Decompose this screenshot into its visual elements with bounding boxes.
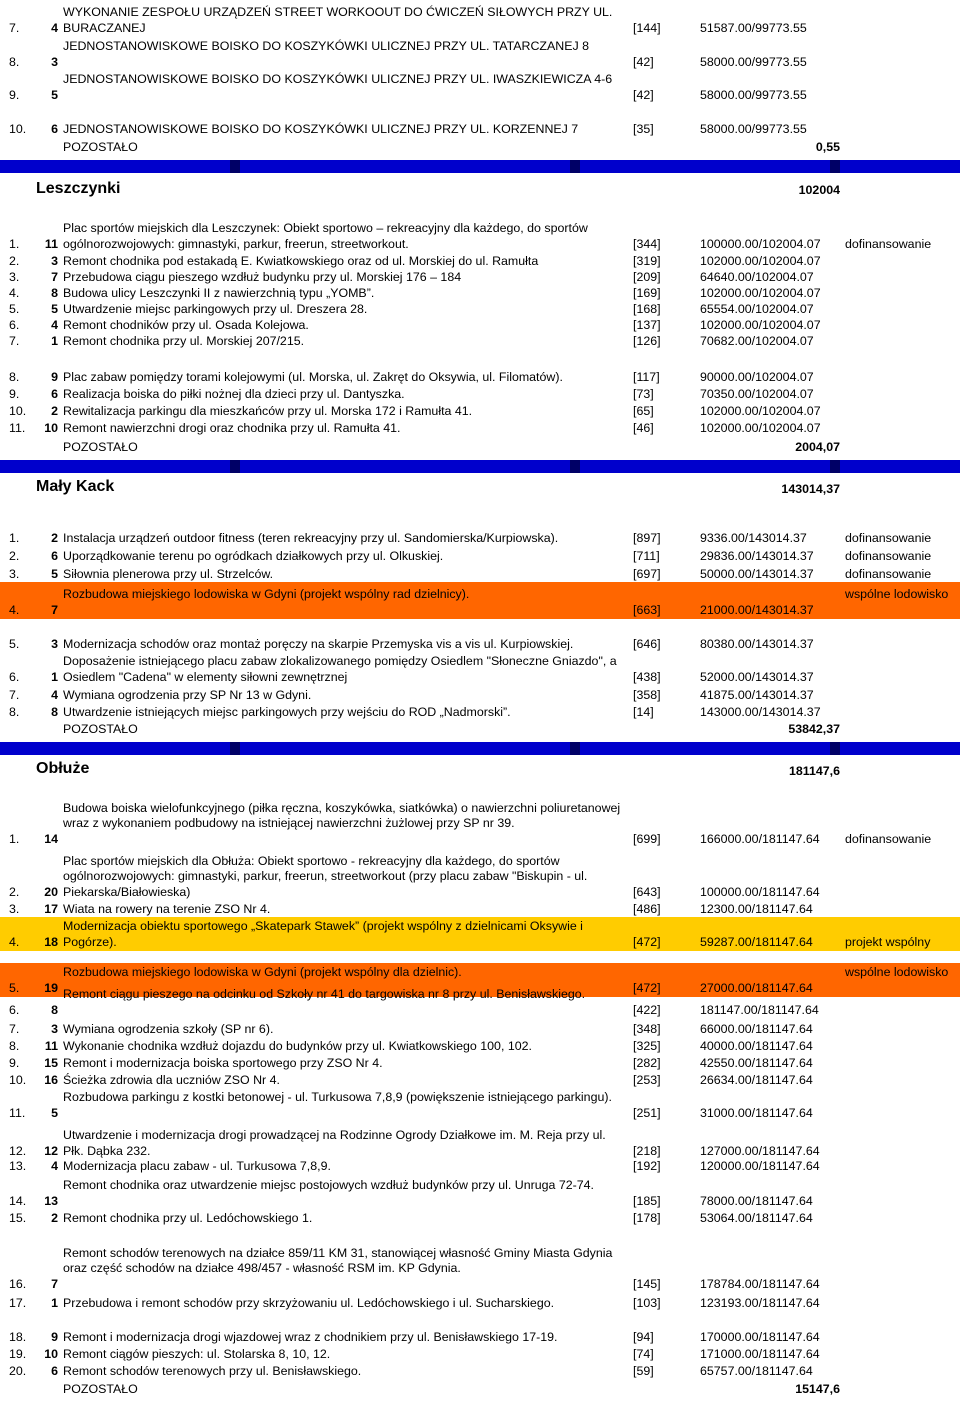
row-project-id: 4 (51, 687, 58, 702)
project-row (0, 1295, 960, 1311)
project-row (0, 919, 960, 950)
row-description: Budowa ulicy Leszczynki II z nawierzchnią typu „YOMB”. (63, 285, 375, 300)
section-divider-segment (240, 160, 570, 173)
section-divider-segment (840, 460, 960, 473)
project-row (0, 386, 960, 402)
row-project-id: 14 (44, 831, 58, 846)
row-amount: 65757.00/181147.64 (700, 1363, 813, 1378)
project-row (0, 1158, 960, 1174)
row-note: dofinansowanie (845, 566, 932, 581)
row-amount: 78000.00/181147.64 (700, 1193, 813, 1208)
row-description: Remont chodników przy ul. Osada Kolejowa. (63, 317, 309, 332)
remaining-label: POZOSTAŁO (63, 1382, 138, 1396)
row-lp: 15. (9, 1210, 27, 1225)
row-project-id: 9 (51, 1329, 58, 1344)
row-votes: [192] (633, 1158, 661, 1173)
row-description: Przebudowa i remont schodów przy skrzyżowaniu ul. Ledóchowskiego i ul. Sucharskiego. (63, 1295, 555, 1310)
row-project-id: 4 (51, 1158, 58, 1173)
row-description: Remont chodnika przy ul. Ledóchowskiego 1. (63, 1210, 313, 1225)
row-note: dofinansowanie (845, 530, 932, 545)
intro-row (0, 72, 960, 103)
row-lp: 5. (9, 301, 20, 316)
row-amount: 65554.00/102004.07 (700, 301, 814, 316)
row-lp: 10. (9, 1072, 27, 1087)
row-description: Remont chodnika oraz utwardzenie miejsc postojowych wzdłuż budynków przy ul. Unruga 72-74. (63, 1178, 594, 1192)
district-budget: 143014,37 (781, 482, 840, 496)
row-project-id: 18 (44, 934, 58, 949)
project-row (0, 530, 960, 546)
row-description: Utwardzenie i modernizacja drogi prowadzącej na Rodzinne Ogrody Działkowe im. M. Reja przy ul. Płk. Dąbka 232. (63, 1128, 606, 1158)
row-lp: 2. (9, 253, 20, 268)
row-project-id: 19 (44, 980, 58, 995)
row-description: Uporządkowanie terenu po ogródkach działkowych przy ul. Olkuskiej. (63, 548, 444, 563)
row-project-id: 2 (51, 1210, 58, 1225)
row-description: Utwardzenie miejsc parkingowych przy ul. Dreszera 28. (63, 301, 368, 316)
row-lp: 9. (9, 386, 20, 401)
row-votes: [169] (633, 285, 661, 300)
project-row (0, 285, 960, 301)
project-row (0, 1245, 960, 1292)
row-lp: 4. (9, 285, 20, 300)
row-description: Realizacja boiska do piłki nożnej dla dzieci przy ul. Dantyszka. (63, 386, 405, 401)
row-note: wspólne lodowisko (845, 965, 949, 979)
row-description: Utwardzenie istniejących miejsc parkingowych przy wejściu do ROD „Nadmorski”. (63, 704, 511, 719)
section-divider-segment (0, 460, 230, 473)
row-amount: 59287.00/181147.64 (700, 934, 813, 949)
row-votes: [663] (633, 602, 661, 617)
row-description: Remont chodnika pod estakadą E. Kwiatkowskiego oraz od ul. Morskiej do ul. Ramułta (63, 253, 539, 268)
row-lp: 5. (9, 636, 20, 651)
row-description: Remont i modernizacja drogi wjazdowej wraz z chodnikiem przy ul. Benisławskiego 17-19. (63, 1329, 558, 1344)
row-project-id: 5 (51, 87, 58, 102)
row-votes: [711] (633, 548, 660, 563)
row-amount: 100000.00/181147.64 (700, 884, 820, 899)
project-row (0, 1126, 960, 1159)
row-votes: [348] (633, 1021, 661, 1036)
row-amount: 53064.00/181147.64 (700, 1210, 813, 1225)
project-row (0, 1055, 960, 1071)
project-row (0, 548, 960, 564)
row-lp: 14. (9, 1193, 27, 1208)
row-votes: [59] (633, 1363, 654, 1378)
remaining-label: POZOSTAŁO (63, 140, 138, 154)
row-amount: 127000.00/181147.64 (700, 1143, 820, 1158)
row-project-id: 6 (51, 121, 58, 136)
row-votes: [73] (633, 386, 654, 401)
project-row (0, 853, 960, 900)
row-description: Modernizacja placu zabaw - ul. Turkusowa 7,8,9. (63, 1158, 331, 1173)
row-lp: 9. (9, 1055, 20, 1070)
row-lp: 2. (9, 884, 20, 899)
row-lp: 7. (9, 333, 20, 348)
row-project-id: 8 (51, 285, 58, 300)
row-amount: 26634.00/181147.64 (700, 1072, 813, 1087)
row-votes: [103] (633, 1295, 661, 1310)
row-project-id: 5 (51, 566, 58, 581)
row-project-id: 11 (44, 236, 58, 251)
section-divider-segment (840, 160, 960, 173)
project-row (0, 1176, 960, 1209)
row-description: Plac sportów miejskich dla Leszczynek: Obiekt sportowo – rekreacyjny dla każdego, do sportów ogólnorozwojowych: gimnastyki, parkur, freerun, streetworkout. (63, 221, 588, 251)
row-amount: 70682.00/102004.07 (700, 333, 814, 348)
section-divider-segment (0, 742, 230, 755)
row-description: Remont chodnika przy ul. Morskiej 207/215. (63, 333, 305, 348)
intro-row (0, 5, 960, 36)
project-row (0, 1038, 960, 1054)
row-project-id: 6 (51, 1363, 58, 1378)
project-row (0, 687, 960, 703)
row-amount: 50000.00/143014.37 (700, 566, 814, 581)
row-votes: [325] (633, 1038, 661, 1053)
row-amount: 27000.00/181147.64 (700, 980, 813, 995)
row-project-id: 4 (51, 20, 58, 35)
row-amount: 90000.00/102004.07 (700, 369, 814, 384)
row-amount: 51587.00/99773.55 (700, 20, 807, 35)
row-lp: 2. (9, 548, 20, 563)
row-project-id: 3 (51, 54, 58, 69)
project-row (0, 1329, 960, 1345)
row-lp: 16. (9, 1276, 27, 1291)
row-amount: 100000.00/102004.07 (700, 236, 821, 251)
row-votes: [344] (633, 236, 661, 251)
row-votes: [253] (633, 1072, 661, 1087)
project-row (0, 269, 960, 285)
project-row (0, 987, 960, 1018)
row-project-id: 1 (51, 669, 58, 684)
row-description: Doposażenie istniejącego placu zabaw zlokalizowanego pomiędzy Osiedlem "Słoneczne Gniazdo", a Osiedlem "Cadena" w elementy siłowni zewnętrznej (63, 654, 617, 684)
row-project-id: 3 (51, 253, 58, 268)
row-amount: 102000.00/102004.07 (700, 317, 821, 332)
row-votes: [42] (633, 54, 654, 69)
row-votes: [699] (633, 831, 661, 846)
row-project-id: 7 (51, 1276, 58, 1291)
section-divider-segment (240, 742, 570, 755)
row-description: Rewitalizacja parkingu dla mieszkańców przy ul. Morska 172 i Ramułta 41. (63, 403, 473, 418)
row-votes: [646] (633, 636, 661, 651)
row-lp: 20. (9, 1363, 27, 1378)
row-description: JEDNOSTANOWISKOWE BOISKO DO KOSZYKÓWKI ULICZNEJ PRZY UL. IWASZKIEWICZA 4-6 (63, 72, 613, 86)
row-description: JEDNOSTANOWISKOWE BOISKO DO KOSZYKÓWKI ULICZNEJ PRZY UL. KORZENNEJ 7 (63, 121, 579, 136)
district-name: Leszczynki (36, 180, 121, 197)
row-amount: 102000.00/102004.07 (700, 253, 821, 268)
project-row (0, 333, 960, 349)
row-description: Remont nawierzchni drogi oraz chodnika przy ul. Ramułta 41. (63, 420, 401, 435)
row-lp: 18. (9, 1329, 27, 1344)
row-amount: 9336.00/143014.37 (700, 530, 807, 545)
section-divider-segment (580, 160, 830, 173)
row-lp: 8. (9, 369, 20, 384)
intro-row (0, 120, 960, 137)
row-amount: 171000.00/181147.64 (700, 1346, 820, 1361)
row-project-id: 4 (51, 317, 58, 332)
project-row (0, 800, 960, 847)
row-votes: [42] (633, 87, 654, 102)
row-amount: 178784.00/181147.64 (700, 1276, 820, 1291)
row-votes: [14] (633, 704, 654, 719)
row-description: Siłownia plenerowa przy ul. Strzelców. (63, 566, 274, 581)
section-divider-segment (580, 742, 830, 755)
row-amount: 12300.00/181147.64 (700, 901, 813, 916)
row-lp: 1. (9, 236, 20, 251)
row-votes: [94] (633, 1329, 654, 1344)
row-description: Plac sportów miejskich dla Obłuża: Obiekt sportowo - rekreacyjny dla każdego, do sportów ogólnorozwojowych: gimnastyki, parkur, freerun, streetworkout (przy placu zabaw "Biskupin - ul. Piekarska/Białowieska) (63, 853, 588, 899)
row-project-id: 20 (44, 884, 58, 899)
project-row (0, 301, 960, 317)
project-row (0, 584, 960, 618)
row-note: dofinansowanie (845, 236, 932, 251)
row-votes: [643] (633, 884, 661, 899)
intro-row (0, 39, 960, 70)
remaining-value: 15147,6 (795, 1382, 840, 1396)
row-lp: 7. (9, 1021, 20, 1036)
remaining-value: 53842,37 (788, 722, 840, 736)
project-row (0, 1210, 960, 1226)
row-project-id: 13 (44, 1193, 58, 1208)
row-lp: 6. (9, 1002, 20, 1017)
project-row (0, 1088, 960, 1121)
row-project-id: 5 (51, 301, 58, 316)
remaining-value: 0,55 (815, 140, 840, 154)
row-votes: [472] (633, 980, 661, 995)
row-votes: [486] (633, 901, 661, 916)
row-lp: 3. (9, 566, 20, 581)
project-row (0, 221, 960, 252)
row-amount: 52000.00/143014.37 (700, 669, 814, 684)
section-divider-band (0, 742, 960, 755)
row-amount: 181147.00/181147.64 (700, 1002, 819, 1017)
remaining-label: POZOSTAŁO (63, 440, 138, 454)
section-divider-band (0, 460, 960, 473)
row-project-id: 2 (51, 403, 58, 418)
row-lp: 6. (9, 317, 20, 332)
district-name: Mały Kack (36, 478, 115, 495)
row-amount: 70350.00/102004.07 (700, 386, 814, 401)
row-amount: 166000.00/181147.64 (700, 831, 820, 846)
row-amount: 80380.00/143014.37 (700, 636, 814, 651)
row-lp: 8. (9, 54, 20, 69)
row-lp: 7. (9, 687, 20, 702)
row-project-id: 6 (51, 548, 58, 563)
row-description: Remont schodów terenowych na działce 859/11 KM 31, stanowiącej własność Gminy Miasta Gdynia oraz część schodów na działce 498/457 - własność RSM im. KP Gdynia. (63, 1245, 613, 1275)
row-description: WYKONANIE ZESPOŁU URZĄDZEŃ STREET WORKOOUT DO ĆWICZEŃ SIŁOWYCH PRZY UL. BURACZANEJ (63, 5, 613, 35)
row-votes: [178] (633, 1210, 661, 1225)
section-divider-segment (0, 160, 230, 173)
row-amount: 58000.00/99773.55 (700, 54, 807, 69)
project-row (0, 654, 960, 685)
row-description: Remont i modernizacja boiska sportowego przy ZSO Nr 4. (63, 1055, 383, 1070)
row-description: Budowa boiska wielofunkcyjnego (piłka ręczna, koszykówka, siatkówka) o nawierzchni poliuretanowej wraz z wykonaniem podbudowy na istniejącej nawierzchni żużlowej przy SP nr 39. (63, 800, 621, 830)
row-project-id: 16 (44, 1072, 58, 1087)
row-lp: 10. (9, 403, 27, 418)
row-description: Przebudowa ciągu pieszego wzdłuż budynku przy ul. Morskiej 176 – 184 (63, 269, 462, 284)
row-amount: 64640.00/102004.07 (700, 269, 814, 284)
project-row (0, 420, 960, 436)
row-description: Modernizacja schodów oraz montaż poręczy na skarpie Przemyska vis a vis ul. Kurpiowskiej. (63, 636, 574, 651)
row-description: Rozbudowa parkingu z kostki betonowej - ul. Turkusowa 7,8,9 (powiększenie istniejącego parkingu). (63, 1090, 612, 1104)
section-divider-segment (580, 460, 830, 473)
row-votes: [472] (633, 934, 661, 949)
project-row (0, 566, 960, 582)
row-project-id: 10 (44, 1346, 58, 1361)
row-votes: [126] (633, 333, 661, 348)
section-divider-segment (240, 460, 570, 473)
row-description: Remont schodów terenowych przy ul. Benisławskiego. (63, 1363, 362, 1378)
row-project-id: 1 (51, 1295, 58, 1310)
project-row (0, 1072, 960, 1088)
row-description: Wykonanie chodnika wzdłuż dojazdu do budynków przy ul. Kwiatkowskiego 100, 102. (63, 1038, 532, 1053)
row-votes: [422] (633, 1002, 661, 1017)
row-project-id: 3 (51, 636, 58, 651)
district-budget: 181147,6 (789, 764, 840, 778)
row-amount: 66000.00/181147.64 (700, 1021, 813, 1036)
project-row (0, 704, 960, 720)
row-description: Wymiana ogrodzenia szkoły (SP nr 6). (63, 1021, 274, 1036)
row-project-id: 12 (44, 1143, 58, 1158)
section-divider-band (0, 160, 960, 173)
row-amount: 102000.00/102004.07 (700, 403, 821, 418)
row-lp: 1. (9, 831, 20, 846)
row-project-id: 9 (51, 369, 58, 384)
row-description: Rozbudowa miejskiego lodowiska w Gdyni (projekt wspólny dla dzielnic). (63, 965, 462, 979)
row-votes: [145] (633, 1276, 661, 1291)
row-votes: [897] (633, 530, 661, 545)
project-row (0, 1346, 960, 1362)
row-amount: 143000.00/143014.37 (700, 704, 821, 719)
row-note: projekt wspólny (845, 934, 931, 949)
row-description: Remont ciągów pieszych: ul. Stolarska 8, 10, 12. (63, 1346, 331, 1361)
project-row (0, 901, 960, 917)
row-lp: 1. (9, 530, 20, 545)
row-project-id: 1 (51, 333, 58, 348)
row-project-id: 11 (44, 1038, 58, 1053)
row-description: JEDNOSTANOWISKOWE BOISKO DO KOSZYKÓWKI ULICZNEJ PRZY UL. TATARCZANEJ 8 (63, 39, 589, 53)
row-votes: [65] (633, 403, 654, 418)
row-amount: 102000.00/102004.07 (700, 420, 821, 435)
row-amount: 58000.00/99773.55 (700, 87, 807, 102)
row-amount: 40000.00/181147.64 (700, 1038, 813, 1053)
row-amount: 42550.00/181147.64 (700, 1055, 813, 1070)
section-divider-segment (840, 742, 960, 755)
row-votes: [358] (633, 687, 661, 702)
row-lp: 9. (9, 87, 20, 102)
row-lp: 11. (9, 1105, 26, 1120)
project-row (0, 253, 960, 269)
row-description: Wymiana ogrodzenia przy SP Nr 13 w Gdyni. (63, 687, 312, 702)
row-amount: 120000.00/181147.64 (700, 1158, 820, 1173)
row-lp: 10. (9, 121, 27, 136)
row-lp: 8. (9, 704, 20, 719)
project-row (0, 317, 960, 333)
row-amount: 58000.00/99773.55 (700, 121, 807, 136)
row-description: Modernizacja obiektu sportowego „Skatepark Stawek” (projekt wspólny z dzielnicami Oksywie i Pogórze). (63, 919, 583, 949)
row-votes: [35] (633, 121, 654, 136)
row-votes: [137] (633, 317, 661, 332)
row-description: Rozbudowa miejskiego lodowiska w Gdyni (projekt wspólny rad dzielnicy). (63, 587, 470, 601)
row-votes: [209] (633, 269, 661, 284)
row-votes: [168] (633, 301, 661, 316)
row-project-id: 5 (51, 1105, 58, 1120)
row-description: Ścieżka zdrowia dla uczniów ZSO Nr 4. (63, 1072, 280, 1087)
row-note: dofinansowanie (845, 548, 932, 563)
project-row (0, 369, 960, 385)
row-amount: 41875.00/143014.37 (700, 687, 814, 702)
row-amount: 29836.00/143014.37 (700, 548, 814, 563)
row-votes: [319] (633, 253, 661, 268)
row-votes: [185] (633, 1193, 661, 1208)
row-amount: 21000.00/143014.37 (700, 602, 814, 617)
row-lp: 17. (9, 1295, 27, 1310)
row-votes: [282] (633, 1055, 661, 1070)
row-project-id: 7 (51, 602, 58, 617)
row-amount: 123193.00/181147.64 (700, 1295, 820, 1310)
row-project-id: 17 (44, 901, 58, 916)
row-note: wspólne lodowisko (845, 587, 949, 601)
row-project-id: 2 (51, 530, 58, 545)
row-lp: 3. (9, 269, 20, 284)
row-lp: 4. (9, 602, 20, 617)
row-votes: [74] (633, 1346, 654, 1361)
row-amount: 102000.00/102004.07 (700, 285, 821, 300)
remaining-label: POZOSTAŁO (63, 722, 138, 736)
row-description: Plac zabaw pomiędzy torami kolejowymi (ul. Morska, ul. Zakręt do Oksywia, ul. Filomatów). (63, 369, 563, 384)
row-votes: [251] (633, 1105, 661, 1120)
row-lp: 12. (9, 1143, 27, 1158)
remaining-value: 2004,07 (795, 440, 840, 454)
row-note: dofinansowanie (845, 831, 932, 846)
row-project-id: 8 (51, 1002, 58, 1017)
row-votes: [218] (633, 1143, 661, 1158)
row-lp: 6. (9, 669, 20, 684)
row-project-id: 8 (51, 704, 58, 719)
row-amount: 170000.00/181147.64 (700, 1329, 820, 1344)
row-votes: [144] (633, 20, 661, 35)
row-lp: 11. (9, 420, 26, 435)
row-amount: 31000.00/181147.64 (700, 1105, 813, 1120)
row-description: Instalacja urządzeń outdoor fitness (teren rekreacyjny przy ul. Sandomierska/Kurpiowska). (63, 530, 559, 545)
row-votes: [46] (633, 420, 654, 435)
project-row (0, 403, 960, 419)
project-row (0, 1021, 960, 1037)
row-description: Remont ciągu pieszego na odcinku od Szkoły nr 41 do targowiska nr 8 przy ul. Benisławskiego. (63, 987, 586, 1001)
row-project-id: 10 (44, 420, 58, 435)
row-lp: 4. (9, 934, 20, 949)
row-description: Wiata na rowery na terenie ZSO Nr 4. (63, 901, 271, 916)
project-row (0, 1363, 960, 1379)
row-project-id: 3 (51, 1021, 58, 1036)
row-project-id: 7 (51, 269, 58, 284)
row-lp: 8. (9, 1038, 20, 1053)
row-votes: [438] (633, 669, 661, 684)
row-lp: 5. (9, 980, 20, 995)
district-name: Obłuże (36, 760, 90, 777)
project-row (0, 636, 960, 652)
row-votes: [697] (633, 566, 661, 581)
row-lp: 19. (9, 1346, 27, 1361)
row-project-id: 6 (51, 386, 58, 401)
row-lp: 7. (9, 20, 20, 35)
row-project-id: 15 (44, 1055, 58, 1070)
row-votes: [117] (633, 369, 660, 384)
row-lp: 3. (9, 901, 20, 916)
row-lp: 13. (9, 1158, 27, 1173)
district-budget: 102004 (798, 183, 840, 197)
